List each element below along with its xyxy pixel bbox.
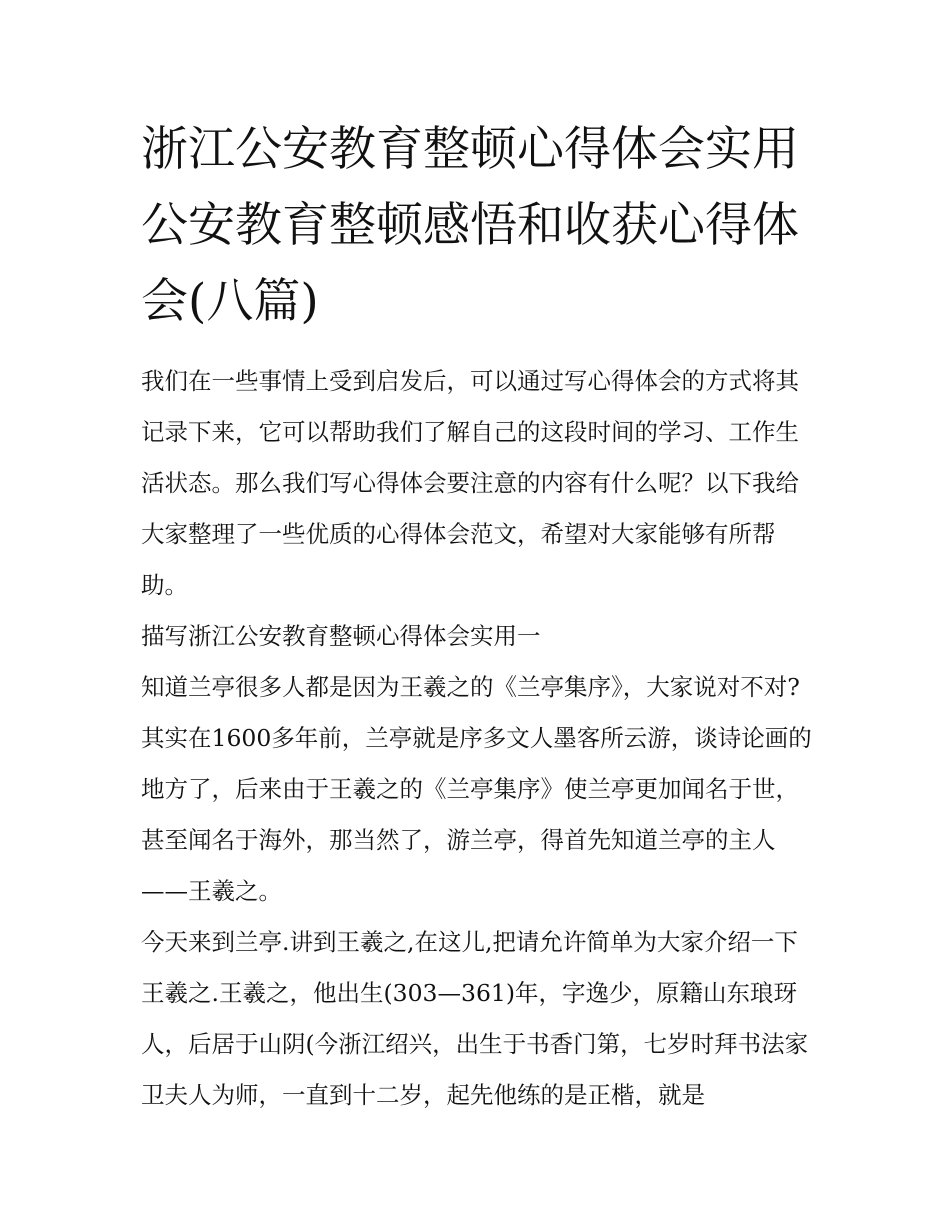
body-paragraph: 今天来到兰亭.讲到王羲之,在这儿,把请允许简单为大家介绍一下王羲之.王羲之，他出生(303—361)年，字逸少，原籍山东琅玡人，后居于山阴(今浙江绍兴，出生于书香门第，七岁时拜书法家卫夫人为师，一直到十二岁，起先他练的是正楷，就是: [141, 928, 809, 1109]
intro-paragraph: 我们在一些事情上受到启发后，可以通过写心得体会的方式将其记录下来，它可以帮助我们了解自己的这段时间的学习、工作生活状态。那么我们写心得体会要注意的内容有什么呢？以下我给大家整理了一些优质的心得体会范文，希望对大家能够有所帮助。: [141, 367, 799, 599]
body-paragraph: 知道兰亭很多人都是因为王羲之的《兰亭集序》，大家说对不对?其实在1600多年前，兰亭就是序多文人墨客所云游，谈诗论画的地方了，后来由于王羲之的《兰亭集序》使兰亭更加闻名于世，甚至闻名于海外，那当然了，游兰亭，得首先知道兰亭的主人——王羲之。: [141, 673, 812, 905]
section-heading: 描写浙江公安教育整顿心得体会实用一: [141, 622, 541, 650]
document-body: [141, 112, 816, 1121]
document-title: 浙江公安教育整顿心得体会实用 公安教育整顿感悟和收获心得体会(八篇): [141, 122, 799, 329]
